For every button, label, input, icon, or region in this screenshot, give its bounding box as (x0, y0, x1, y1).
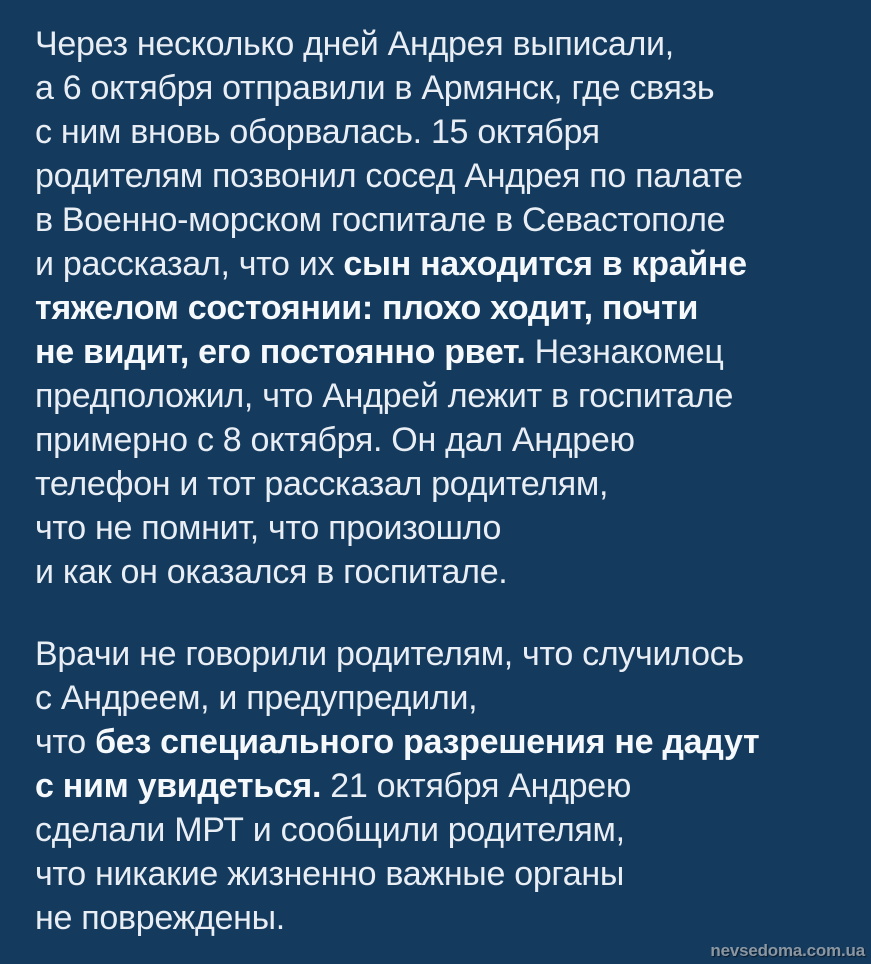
text-segment: телефон и тот рассказал родителям, (35, 465, 609, 503)
text-segment: что (35, 723, 96, 761)
text-segment: что не помнит, что произошло (35, 509, 502, 547)
paragraph-2 (35, 632, 851, 940)
bold-text-segment: не видит, его постоянно рвет. (35, 333, 526, 371)
text-segment: и как он оказался в госпитале. (35, 553, 508, 591)
paragraph-1 (35, 22, 851, 594)
text-segment: 21 октября Андрею (321, 767, 632, 805)
text-line (35, 286, 851, 330)
text-segment: и рассказал, что их (35, 245, 344, 283)
text-line (35, 506, 851, 550)
text-segment: родителям позвонил сосед Андрея по палате (35, 157, 743, 195)
text-segment: Незнакомец (525, 333, 724, 371)
text-segment: а 6 октября отправили в Армянск, где связь (35, 69, 715, 107)
text-line (35, 242, 851, 286)
text-segment: предположил, что Андрей лежит в госпитале (35, 377, 734, 415)
text-line (35, 764, 851, 808)
text-line (35, 852, 851, 896)
text-line (35, 154, 851, 198)
text-segment: в Военно-морском госпитале в Севастополе (35, 201, 726, 239)
text-segment: не повреждены. (35, 899, 285, 937)
text-line (35, 22, 851, 66)
text-segment: сделали МРТ и сообщили родителям, (35, 811, 625, 849)
text-segment: примерно с 8 октября. Он дал Андрею (35, 421, 635, 459)
text-line (35, 720, 851, 764)
bold-text-segment: сын находится в крайне (343, 245, 747, 283)
text-segment: что никакие жизненно важные органы (35, 855, 625, 893)
text-line (35, 462, 851, 506)
text-segment: Через несколько дней Андрея выписали, (35, 25, 674, 63)
text-line (35, 632, 851, 676)
text-line (35, 198, 851, 242)
text-line (35, 676, 851, 720)
text-line (35, 550, 851, 594)
text-line (35, 418, 851, 462)
watermark: nevsedoma.com.ua (710, 941, 865, 960)
post-text (35, 22, 851, 940)
text-segment: с Андреем, и предупредили, (35, 679, 478, 717)
text-segment: Врачи не говорили родителям, что случилось (35, 635, 744, 673)
bold-text-segment: без специального разрешения не дадут (95, 723, 760, 761)
text-line (35, 374, 851, 418)
bold-text-segment: тяжелом состоянии: плохо ходит, почти (35, 289, 699, 327)
text-line (35, 896, 851, 940)
text-line (35, 110, 851, 154)
text-line (35, 66, 851, 110)
text-line (35, 330, 851, 374)
text-line (35, 808, 851, 852)
text-segment: с ним вновь оборвалась. 15 октября (35, 113, 600, 151)
bold-text-segment: с ним увидеться. (35, 767, 322, 805)
